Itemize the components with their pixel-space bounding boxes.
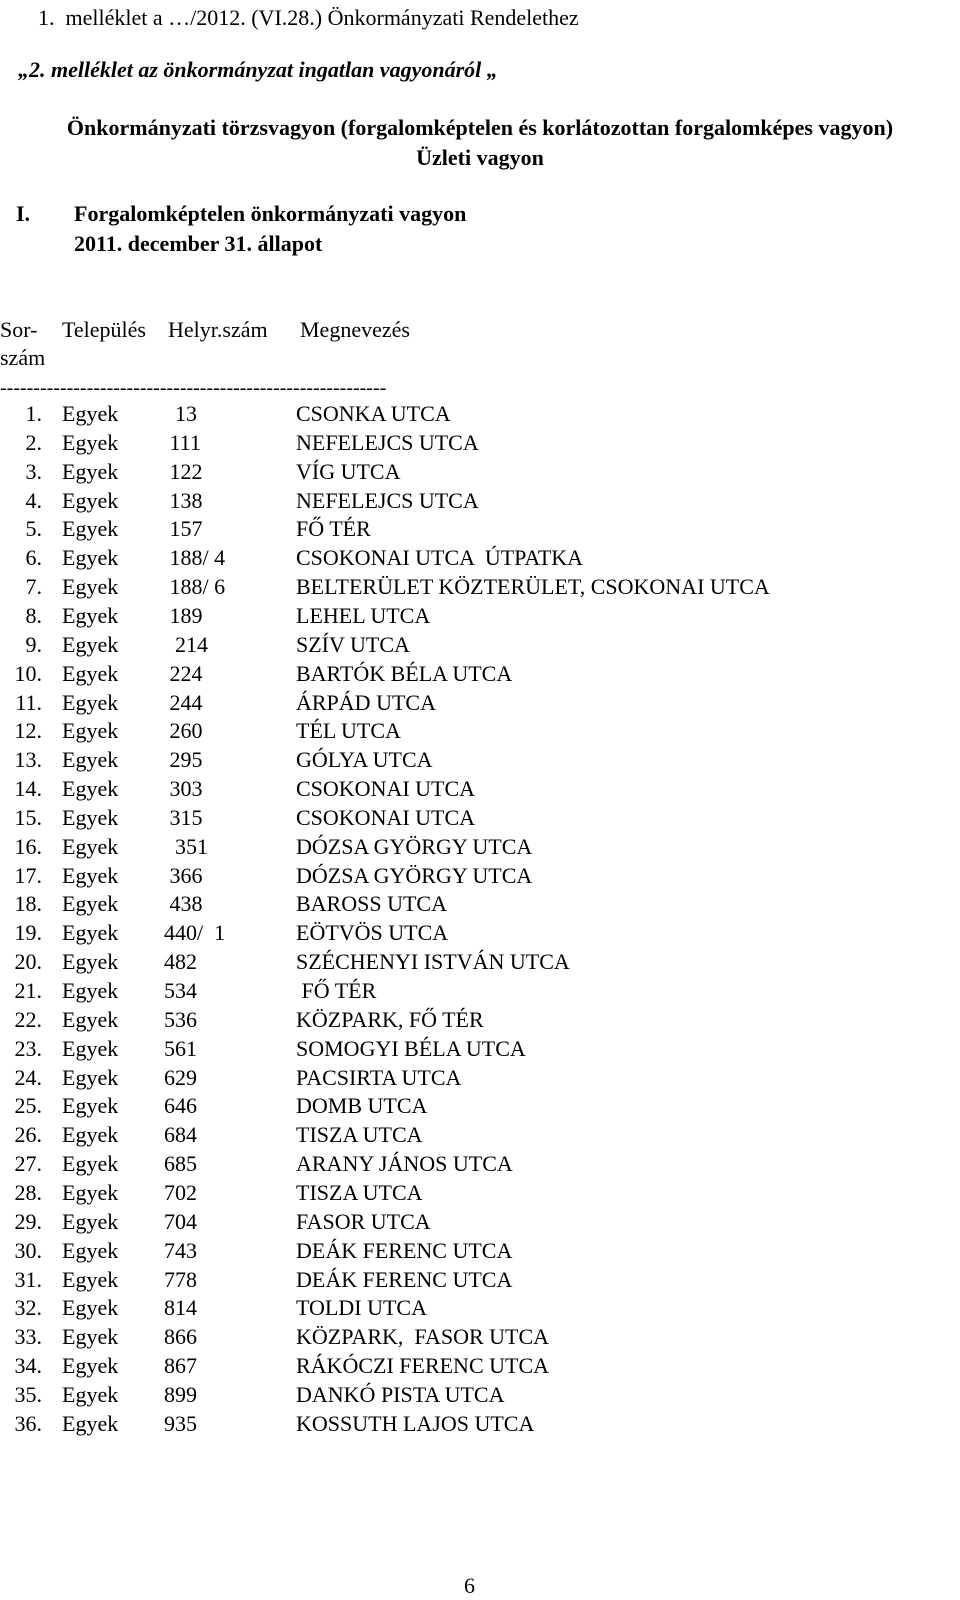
table-row (0, 1064, 960, 1093)
table-row (0, 804, 960, 833)
row-hrsz: 315 (164, 804, 203, 830)
row-number: 19. (14, 920, 42, 946)
row-telepules: Egyek (62, 1064, 119, 1090)
row-telepules: Egyek (62, 1093, 119, 1119)
row-number: 2. (25, 429, 42, 455)
row-telepules: Egyek (62, 429, 119, 455)
row-megnevezes: NEFELEJCS UTCA (296, 487, 479, 513)
row-telepules: Egyek (62, 920, 119, 946)
row-telepules: Egyek (62, 949, 119, 975)
row-megnevezes: BELTERÜLET KÖZTERÜLET, CSOKONAI UTCA (296, 574, 770, 600)
row-number: 9. (25, 631, 42, 657)
row-telepules: Egyek (62, 776, 119, 802)
row-number: 20. (14, 949, 42, 975)
row-number: 8. (25, 602, 42, 628)
annex-title: „2. melléklet az önkormányzat ingatlan vagyonáról „ (18, 57, 498, 82)
row-telepules: Egyek (62, 862, 119, 888)
table-row (0, 429, 960, 458)
section-title: Forgalomképtelen önkormányzati vagyon (74, 201, 467, 226)
row-number: 29. (14, 1208, 42, 1234)
row-megnevezes: TÉL UTCA (296, 718, 401, 744)
column-header-hrsz: Helyr.szám (168, 317, 268, 342)
row-megnevezes: DÓZSA GYÖRGY UTCA (296, 862, 533, 888)
row-hrsz: 188/ 6 (164, 574, 226, 600)
row-hrsz: 440/ 1 (164, 920, 226, 946)
row-number: 36. (14, 1410, 42, 1436)
row-number: 26. (14, 1122, 42, 1148)
row-hrsz: 778 (164, 1266, 197, 1292)
row-number: 4. (25, 487, 42, 513)
row-hrsz: 482 (164, 949, 197, 975)
row-megnevezes: TISZA UTCA (296, 1122, 423, 1148)
row-megnevezes: KOSSUTH LAJOS UTCA (296, 1410, 535, 1436)
table-row (0, 1381, 960, 1410)
row-megnevezes: EÖTVÖS UTCA (296, 920, 449, 946)
row-number: 30. (14, 1237, 42, 1263)
row-telepules: Egyek (62, 1151, 119, 1177)
row-megnevezes: SOMOGYI BÉLA UTCA (296, 1035, 526, 1061)
row-number: 18. (14, 891, 42, 917)
table-row (0, 1121, 960, 1150)
table-row (0, 717, 960, 746)
row-number: 24. (14, 1064, 42, 1090)
row-hrsz: 867 (164, 1353, 197, 1379)
row-number: 33. (14, 1324, 42, 1350)
table-row (0, 1266, 960, 1295)
column-header-sor: Sor- (0, 317, 38, 342)
row-number: 21. (14, 978, 42, 1003)
row-number: 10. (14, 660, 42, 686)
table-row (0, 919, 960, 948)
row-number: 13. (14, 747, 42, 773)
table-row (0, 862, 960, 891)
row-telepules: Egyek (62, 833, 119, 859)
row-telepules: Egyek (62, 891, 119, 917)
row-telepules: Egyek (62, 1035, 119, 1061)
section-date: 2011. december 31. állapot (74, 231, 323, 256)
row-telepules: Egyek (62, 1353, 119, 1379)
row-megnevezes: DÓZSA GYÖRGY UTCA (296, 833, 533, 859)
row-telepules: Egyek (62, 602, 119, 628)
table-row (0, 400, 960, 429)
table-row (0, 689, 960, 718)
row-megnevezes: TISZA UTCA (296, 1179, 423, 1205)
row-telepules: Egyek (62, 978, 119, 1003)
row-hrsz: 303 (164, 776, 203, 802)
row-hrsz: 704 (164, 1208, 197, 1234)
row-hrsz: 534 (164, 978, 197, 1003)
row-number: 25. (14, 1093, 42, 1119)
row-hrsz: 684 (164, 1122, 197, 1148)
row-megnevezes: CSOKONAI UTCA (296, 804, 476, 830)
main-title: Önkormányzati törzsvagyon (forgalomképtelen és korlátozottan forgalomképes vagyon) (66, 115, 894, 140)
table-row (0, 977, 960, 1006)
row-telepules: Egyek (62, 689, 119, 715)
table-row (0, 1035, 960, 1064)
row-hrsz: 814 (164, 1295, 197, 1321)
row-hrsz: 935 (164, 1410, 197, 1436)
row-megnevezes: VÍG UTCA (296, 458, 401, 484)
row-hrsz: 866 (164, 1324, 197, 1350)
row-megnevezes: DOMB UTCA (296, 1093, 428, 1119)
row-hrsz: 351 (164, 833, 208, 859)
row-number: 1. (25, 401, 42, 426)
row-megnevezes: BARTÓK BÉLA UTCA (296, 660, 513, 686)
row-number: 35. (14, 1381, 42, 1407)
row-megnevezes: SZÉCHENYI ISTVÁN UTCA (296, 949, 570, 975)
row-hrsz: 536 (164, 1006, 197, 1032)
row-number: 27. (14, 1151, 42, 1177)
row-telepules: Egyek (62, 545, 119, 571)
row-hrsz: 13 (164, 401, 197, 426)
row-megnevezes: FŐ TÉR (296, 516, 371, 542)
row-hrsz: 189 (164, 602, 203, 628)
table-row (0, 1352, 960, 1381)
row-number: 6. (25, 545, 42, 571)
annex-reference: 1. melléklet a …/2012. (VI.28.) Önkormányzati Rendelethez (38, 5, 579, 30)
row-telepules: Egyek (62, 574, 119, 600)
row-hrsz: 646 (164, 1093, 197, 1119)
row-number: 3. (25, 458, 42, 484)
row-megnevezes: DEÁK FERENC UTCA (296, 1266, 513, 1292)
row-megnevezes: TOLDI UTCA (296, 1295, 427, 1321)
row-telepules: Egyek (62, 1410, 119, 1436)
row-telepules: Egyek (62, 1208, 119, 1234)
table-row (0, 544, 960, 573)
row-telepules: Egyek (62, 1295, 119, 1321)
table-row (0, 1150, 960, 1179)
table-row (0, 573, 960, 602)
row-hrsz: 899 (164, 1381, 197, 1407)
row-megnevezes: GÓLYA UTCA (296, 747, 433, 773)
column-header-szam: szám (0, 345, 46, 370)
row-telepules: Egyek (62, 1237, 119, 1263)
table-row (0, 1208, 960, 1237)
row-telepules: Egyek (62, 1122, 119, 1148)
row-telepules: Egyek (62, 458, 119, 484)
row-telepules: Egyek (62, 1324, 119, 1350)
table-row (0, 1410, 960, 1439)
table-row (0, 1006, 960, 1035)
row-hrsz: 157 (164, 516, 203, 542)
row-telepules: Egyek (62, 1006, 119, 1032)
row-hrsz: 122 (164, 458, 203, 484)
row-hrsz: 366 (164, 862, 203, 888)
page-number: 6 (464, 1573, 475, 1598)
sub-title: Üzleti vagyon (416, 145, 544, 170)
row-number: 17. (14, 862, 42, 888)
row-hrsz: 260 (164, 718, 203, 744)
row-megnevezes: LEHEL UTCA (296, 602, 431, 628)
row-megnevezes: CSONKA UTCA (296, 401, 451, 426)
table-row (0, 602, 960, 631)
row-number: 5. (25, 516, 42, 542)
row-megnevezes: FŐ TÉR (296, 978, 377, 1003)
table-row (0, 515, 960, 544)
row-hrsz: 188/ 4 (164, 545, 226, 571)
row-megnevezes: PACSIRTA UTCA (296, 1064, 462, 1090)
row-hrsz: 561 (164, 1035, 197, 1061)
row-megnevezes: RÁKÓCZI FERENC UTCA (296, 1353, 550, 1379)
row-number: 31. (14, 1266, 42, 1292)
table-row (0, 890, 960, 919)
row-megnevezes: FASOR UTCA (296, 1208, 431, 1234)
row-megnevezes: SZÍV UTCA (296, 631, 410, 657)
row-hrsz: 244 (164, 689, 203, 715)
row-hrsz: 438 (164, 891, 203, 917)
table-row (0, 833, 960, 862)
row-number: 28. (14, 1179, 42, 1205)
table-row (0, 1294, 960, 1323)
row-megnevezes: KÖZPARK, FASOR UTCA (296, 1324, 550, 1350)
table-row (0, 948, 960, 977)
row-telepules: Egyek (62, 660, 119, 686)
table-row (0, 487, 960, 516)
row-telepules: Egyek (62, 401, 119, 426)
section-number: I. (16, 201, 31, 226)
row-megnevezes: DANKÓ PISTA UTCA (296, 1381, 505, 1407)
row-hrsz: 629 (164, 1064, 197, 1090)
row-telepules: Egyek (62, 487, 119, 513)
row-megnevezes: NEFELEJCS UTCA (296, 429, 479, 455)
row-number: 11. (15, 689, 42, 715)
table-row (0, 458, 960, 487)
header-separator: ---------------------------------------------------------- (0, 377, 387, 399)
row-number: 16. (14, 833, 42, 859)
table-row (0, 660, 960, 689)
row-telepules: Egyek (62, 1266, 119, 1292)
row-telepules: Egyek (62, 631, 119, 657)
row-number: 23. (14, 1035, 42, 1061)
row-telepules: Egyek (62, 747, 119, 773)
row-megnevezes: DEÁK FERENC UTCA (296, 1237, 513, 1263)
row-telepules: Egyek (62, 1381, 119, 1407)
row-hrsz: 702 (164, 1179, 197, 1205)
row-number: 7. (25, 574, 42, 600)
row-megnevezes: ARANY JÁNOS UTCA (296, 1151, 513, 1177)
row-telepules: Egyek (62, 516, 119, 542)
row-number: 22. (14, 1006, 42, 1032)
row-hrsz: 214 (164, 631, 208, 657)
row-number: 12. (14, 718, 42, 744)
row-megnevezes: KÖZPARK, FŐ TÉR (296, 1006, 484, 1032)
table-row (0, 1237, 960, 1266)
row-hrsz: 224 (164, 660, 203, 686)
row-hrsz: 111 (164, 429, 201, 455)
row-megnevezes: BAROSS UTCA (296, 891, 447, 917)
table-row (0, 1323, 960, 1352)
table-row (0, 1092, 960, 1121)
row-number: 15. (14, 804, 42, 830)
table-row (0, 1179, 960, 1208)
row-megnevezes: ÁRPÁD UTCA (296, 689, 436, 715)
row-hrsz: 138 (164, 487, 203, 513)
table-row (0, 631, 960, 660)
column-header-telepules: Település (62, 317, 146, 342)
row-telepules: Egyek (62, 1179, 119, 1205)
row-hrsz: 743 (164, 1237, 197, 1263)
table-row (0, 775, 960, 804)
row-megnevezes: CSOKONAI UTCA ÚTPATKA (296, 545, 584, 571)
row-number: 34. (14, 1353, 42, 1379)
row-number: 32. (14, 1295, 42, 1321)
row-hrsz: 295 (164, 747, 203, 773)
row-number: 14. (14, 776, 42, 802)
row-megnevezes: CSOKONAI UTCA (296, 776, 476, 802)
row-hrsz: 685 (164, 1151, 197, 1177)
table-row (0, 746, 960, 775)
row-telepules: Egyek (62, 804, 119, 830)
column-header-megnevezes: Megnevezés (300, 317, 410, 342)
row-telepules: Egyek (62, 718, 119, 744)
